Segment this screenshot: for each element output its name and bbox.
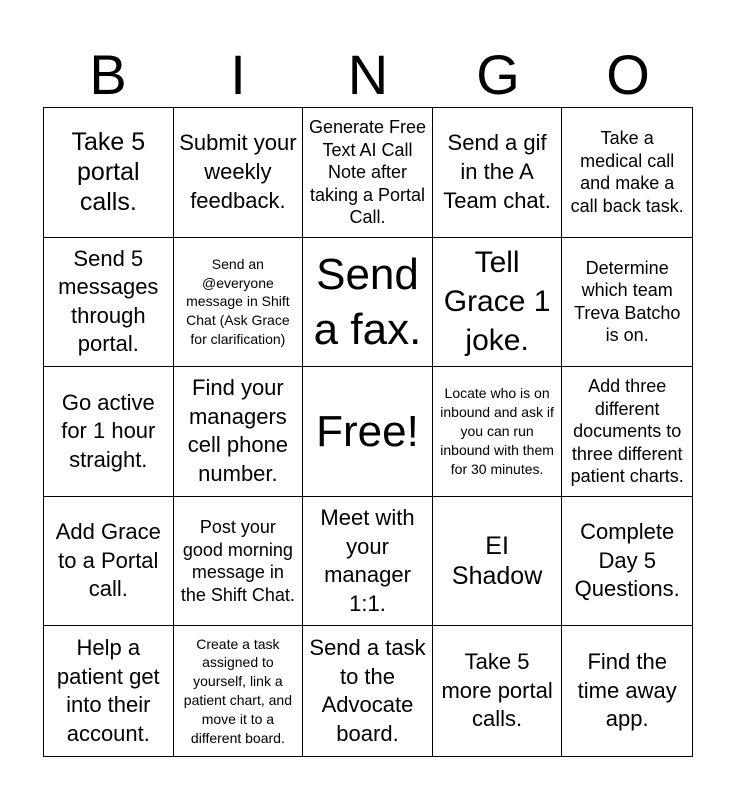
bingo-board [43,107,693,757]
bingo-cell[interactable] [433,367,563,497]
bingo-cell[interactable] [44,238,174,368]
header-letter-i: I [230,43,246,106]
bingo-cell[interactable] [44,626,174,756]
bingo-cell[interactable] [562,238,692,368]
bingo-cell[interactable] [44,497,174,627]
cell-text: Meet with your manager 1:1. [320,504,415,616]
bingo-cell[interactable] [562,497,692,627]
bingo-header [43,44,693,106]
bingo-cell[interactable] [433,238,563,368]
cell-text: Send a fax. [313,249,422,354]
cell-text: Post your good morning message in the Shift Chat. [180,517,295,605]
cell-text: Add Grace to a Portal call. [55,519,161,602]
cell-text: Send an @everyone message in Shift Chat (Ask Grace for clarification) [186,255,290,348]
cell-text: Send a task to the Advocate board. [309,635,426,746]
header-letter-o: O [606,43,650,106]
cell-text: Generate Free Text AI Call Note after taking a Portal Call. [308,117,427,228]
bingo-cell[interactable] [562,626,692,756]
bingo-cell[interactable] [433,626,563,756]
cell-text: Help a patient get into their account. [56,635,160,746]
bingo-cell[interactable] [433,108,563,238]
header-letter-n: N [347,43,389,106]
cell-text: Locate who is on inbound and ask if you can run inbound with them for 30 minutes. [440,385,554,477]
bingo-cell[interactable] [562,367,692,497]
bingo-cell[interactable] [303,108,433,238]
bingo-cell[interactable] [174,626,304,756]
cell-text: Find the time away app. [577,649,677,732]
free-space-cell[interactable] [303,367,433,497]
bingo-cell[interactable] [174,238,304,368]
bingo-cell[interactable] [174,367,304,497]
bingo-cell[interactable] [44,367,174,497]
bingo-cell[interactable] [303,626,433,756]
bingo-cell[interactable] [174,497,304,627]
free-space-text: Free! [316,406,419,456]
cell-text: EI Shadow [451,532,543,591]
bingo-cell[interactable] [303,497,433,627]
cell-text: Complete Day 5 Questions. [574,519,680,602]
bingo-cell[interactable] [303,238,433,368]
cell-text: Send a gif in the A Team chat. [443,130,551,213]
bingo-cell[interactable] [174,108,304,238]
cell-text: Take 5 portal calls. [71,128,146,217]
cell-text: Tell Grace 1 joke. [443,246,551,358]
header-letter-b: B [89,43,127,106]
cell-text: Submit your weekly feedback. [179,130,297,213]
bingo-cell[interactable] [433,497,563,627]
bingo-cell[interactable] [44,108,174,238]
cell-text: Take 5 more portal calls. [441,649,553,732]
cell-text: Take a medical call and make a call back task. [570,128,684,216]
cell-text: Determine which team Treva Batcho is on. [574,257,681,346]
bingo-cell[interactable] [562,108,692,238]
cell-text: Send 5 messages through portal. [58,245,159,357]
cell-text: Go active for 1 hour straight. [61,389,156,472]
cell-text: Find your managers cell phone number. [187,375,289,487]
cell-text: Create a task assigned to yourself, link a patient chart, and move it to a different board. [183,635,292,746]
header-letter-g: G [476,43,520,106]
cell-text: Add three different documents to three different patient charts. [570,376,684,487]
